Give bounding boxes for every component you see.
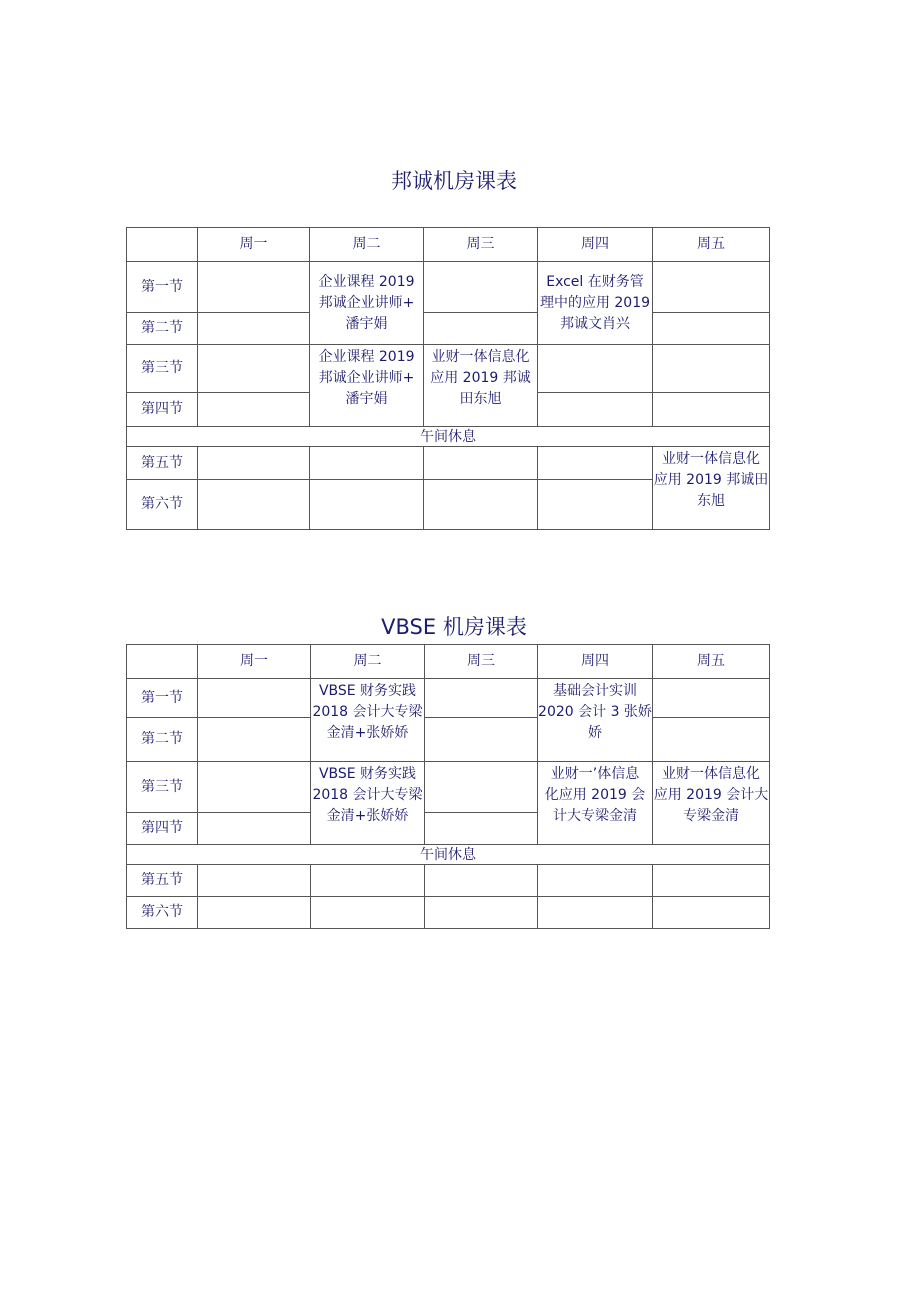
thu-p4 xyxy=(538,393,653,427)
tue-p34-course xyxy=(311,762,425,845)
wed-p2 xyxy=(424,313,538,345)
fri-p56-course xyxy=(653,447,770,530)
thu-p6 xyxy=(538,897,653,929)
course-line: 娇 xyxy=(588,725,602,741)
course-line: 田东旭 xyxy=(459,391,502,407)
mon-p5 xyxy=(198,865,311,897)
course-line: 邦诚文肖兴 xyxy=(560,315,630,332)
header-fri: 周五 xyxy=(653,228,770,262)
wed-p4 xyxy=(425,813,538,845)
course-line: 基础会计实训 xyxy=(553,683,637,699)
course-line: 应用 2019 邦诚田 xyxy=(653,472,769,488)
fri-p2 xyxy=(653,718,770,762)
fri-p3 xyxy=(653,345,770,393)
header-mon: 周一 xyxy=(198,228,310,262)
thu-p3 xyxy=(538,345,653,393)
mon-p4 xyxy=(198,813,311,845)
fri-p4 xyxy=(653,393,770,427)
header-thu: 周四 xyxy=(538,228,653,262)
wed-p34-course xyxy=(424,345,538,427)
tue-p34-course xyxy=(310,345,424,427)
wed-p5 xyxy=(425,865,538,897)
mon-p4 xyxy=(198,393,310,427)
header-thu: 周四 xyxy=(538,645,653,679)
period-3-label: 第三节 xyxy=(127,762,198,813)
tue-p5 xyxy=(311,865,425,897)
wed-p5 xyxy=(424,447,538,480)
mon-p6 xyxy=(198,480,310,530)
thu-p6 xyxy=(538,480,653,530)
vbse-schedule-table xyxy=(126,644,770,929)
mon-p2 xyxy=(198,718,311,762)
wed-p3 xyxy=(425,762,538,813)
mon-p2 xyxy=(198,313,310,345)
course-line: 企业课程 2019 xyxy=(318,273,415,290)
course-line: Excel 在财务管 xyxy=(546,273,644,290)
header-fri: 周五 xyxy=(653,645,770,679)
tue-p6 xyxy=(310,480,424,530)
course-line: 2020 会计 3 张娇 xyxy=(538,704,652,720)
corner-cell xyxy=(127,645,198,679)
mon-p1 xyxy=(198,262,310,313)
corner-cell xyxy=(127,228,198,262)
tue-p12-course xyxy=(311,679,425,762)
thu-p34-course xyxy=(538,762,653,845)
course-line: 潘宇娟 xyxy=(345,391,388,407)
header-mon: 周一 xyxy=(198,645,311,679)
bangcheng-schedule-table xyxy=(126,227,770,530)
period-3-label: 第三节 xyxy=(127,345,198,393)
course-line: 东旭 xyxy=(697,493,725,509)
tue-p5 xyxy=(310,447,424,480)
mon-p1 xyxy=(198,679,311,718)
period-1-label: 第一节 xyxy=(127,679,198,718)
thu-p5 xyxy=(538,447,653,480)
wed-p1 xyxy=(425,679,538,718)
mon-p6 xyxy=(198,897,311,929)
period-1-label: 第一节 xyxy=(127,262,198,313)
fri-p6 xyxy=(653,897,770,929)
course-line: 邦诚企业讲师+ xyxy=(318,294,415,311)
lunch-break-row: 午间休息 xyxy=(127,845,770,865)
course-line: 专梁金清 xyxy=(683,808,739,824)
course-line: 企业课程 2019 xyxy=(318,349,415,365)
course-line: 金清+张娇娇 xyxy=(326,808,409,824)
course-line: 计大专梁金清 xyxy=(553,808,637,824)
period-2-label: 第二节 xyxy=(127,313,198,345)
header-wed: 周三 xyxy=(425,645,538,679)
fri-p1 xyxy=(653,262,770,313)
course-line: VBSE 财务实践 xyxy=(318,683,417,699)
course-line: 应用 2019 会计大 xyxy=(653,787,769,803)
course-line: 邦诚企业讲师+ xyxy=(318,370,415,386)
fri-p2 xyxy=(653,313,770,345)
table2-title: VBSE 机房课表 xyxy=(381,615,527,639)
fri-p1 xyxy=(653,679,770,718)
header-tue: 周二 xyxy=(310,228,424,262)
thu-p5 xyxy=(538,865,653,897)
wed-p1 xyxy=(424,262,538,313)
tue-p6 xyxy=(311,897,425,929)
period-5-label: 第五节 xyxy=(127,865,198,897)
wed-p2 xyxy=(425,718,538,762)
period-6-label: 第六节 xyxy=(127,897,198,929)
period-5-label: 第五节 xyxy=(127,447,198,480)
course-line: 理中的应用 2019 xyxy=(539,294,651,311)
lunch-break-row: 午间休息 xyxy=(127,427,770,447)
thu-p12-course xyxy=(538,262,653,345)
course-line: 2018 会计大专梁 xyxy=(312,787,423,803)
course-line: 化应用 2019 会 xyxy=(544,787,646,803)
wed-p6 xyxy=(424,480,538,530)
course-line: VBSE 财务实践 xyxy=(318,766,417,782)
course-line: 业财一体信息化 xyxy=(662,451,760,467)
fri-p34-course xyxy=(653,762,770,845)
period-6-label: 第六节 xyxy=(127,480,198,530)
mon-p3 xyxy=(198,345,310,393)
period-2-label: 第二节 xyxy=(127,718,198,762)
period-4-label: 第四节 xyxy=(127,813,198,845)
header-wed: 周三 xyxy=(424,228,538,262)
course-line: 金清+张娇娇 xyxy=(326,725,409,741)
fri-p5 xyxy=(653,865,770,897)
table1-title: 邦诚机房课表 xyxy=(391,169,517,193)
course-line: 潘宇娟 xyxy=(345,315,388,332)
course-line: 应用 2019 邦诚 xyxy=(430,370,531,386)
course-line: 业财一体信息化 xyxy=(431,349,530,365)
thu-p12-course xyxy=(538,679,653,762)
tue-p12-course xyxy=(310,262,424,345)
mon-p3 xyxy=(198,762,311,813)
wed-p6 xyxy=(425,897,538,929)
period-4-label: 第四节 xyxy=(127,393,198,427)
course-line: 业财一’体信息 xyxy=(550,766,640,782)
course-line: 2018 会计大专梁 xyxy=(312,704,423,720)
course-line: 业财一体信息化 xyxy=(662,766,760,782)
header-tue: 周二 xyxy=(311,645,425,679)
mon-p5 xyxy=(198,447,310,480)
